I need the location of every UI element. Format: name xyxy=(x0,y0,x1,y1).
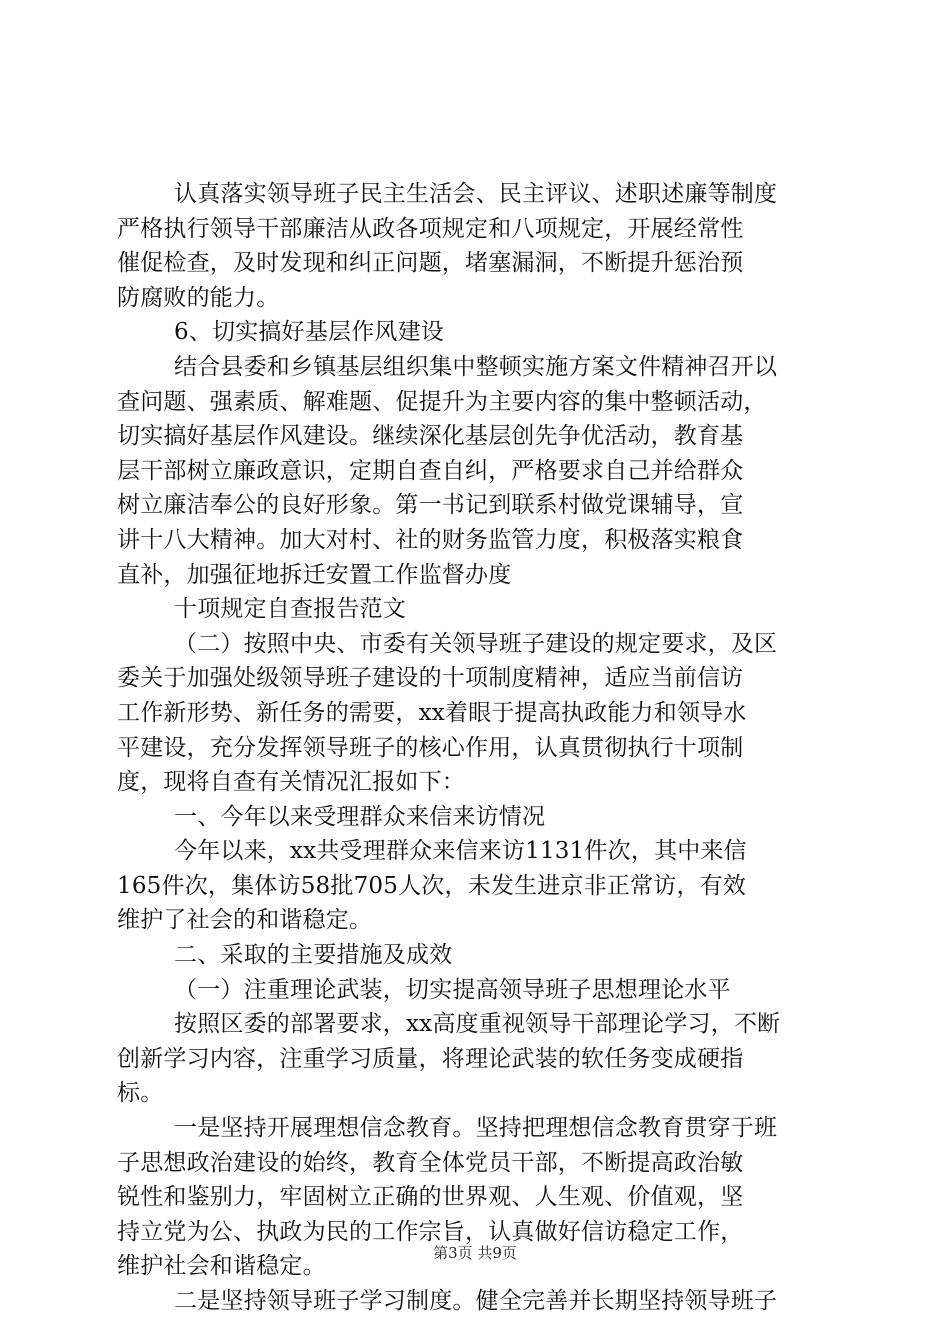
text-line: 平建设，充分发挥领导班子的核心作用，认真贯彻执行十项制 xyxy=(117,734,744,761)
text-line: 严格执行领导干部廉洁从政各项规定和八项规定，开展经常性 xyxy=(117,215,744,242)
text-line: 按照区委的部署要求，xx高度重视领导干部理论学习，不断 xyxy=(174,1011,781,1038)
text-line: （二）按照中央、市委有关领导班子建设的规定要求，及区 xyxy=(174,630,778,657)
text-line: 标。 xyxy=(117,1080,164,1107)
text-line: 委关于加强处级领导班子建设的十项制度精神，适应当前信访 xyxy=(117,665,744,692)
text-line: 讲十八大精神。加大对村、社的财务监管力度，积极落实粮食 xyxy=(117,526,744,553)
text-line: 催促检查，及时发现和纠正问题，堵塞漏洞，不断提升惩治预 xyxy=(117,250,744,277)
text-line: 创新学习内容，注重学习质量，将理论武装的软任务变成硬指 xyxy=(117,1045,744,1072)
text-line: 防腐败的能力。 xyxy=(117,284,280,311)
text-line: 锐性和鉴别力，牢固树立正确的世界观、人生观、价值观，坚 xyxy=(117,1184,744,1211)
text-line: 二、采取的主要措施及成效 xyxy=(174,942,453,969)
text-line: 层干部树立廉政意识，定期自查自纠，严格要求自己并给群众 xyxy=(117,457,744,484)
text-line: 直补，加强征地拆迁安置工作监督办度 xyxy=(117,561,512,588)
text-line: 查问题、强素质、解难题、促提升为主要内容的集中整顿活动， xyxy=(117,388,767,415)
text-line: 维护社会和谐稳定。 xyxy=(117,1253,326,1280)
text-line: 结合县委和乡镇基层组织集中整顿实施方案文件精神召开以 xyxy=(174,353,778,380)
text-line: 165件次，集体访58批705人次，未发生进京非正常访，有效 xyxy=(117,872,747,899)
text-line: 十项规定自查报告范文 xyxy=(174,596,406,623)
text-line: 持立党为公、执政为民的工作宗旨，认真做好信访稳定工作， xyxy=(117,1218,744,1245)
page-footer: 第3页 共9页 xyxy=(433,1244,517,1262)
text-line: 认真落实领导班子民主生活会、民主评议、述职述廉等制度 xyxy=(174,181,778,207)
text-line: 今年以来，xx共受理群众来信来访1131件次，其中来信 xyxy=(174,838,747,865)
text-line: 二是坚持领导班子学习制度。健全完善并长期坚持领导班子 xyxy=(174,1288,778,1314)
text-line: 6、切实搞好基层作风建设 xyxy=(174,319,445,346)
text-line: 工作新形势、新任务的需要，xx着眼于提高执政能力和领导水 xyxy=(117,699,747,726)
text-line: 维护了社会的和谐稳定。 xyxy=(117,907,373,934)
text-line: （一）注重理论武装，切实提高领导班子思想理论水平 xyxy=(174,976,731,1003)
document-body xyxy=(117,177,839,1319)
text-line: 度，现将自查有关情况汇报如下： xyxy=(117,769,465,796)
text-line: 子思想政治建设的始终，教育全体党员干部，不断提高政治敏 xyxy=(117,1149,744,1176)
text-line: 树立廉洁奉公的良好形象。第一书记到联系村做党课辅导，宣 xyxy=(117,492,744,519)
text-line: 一、今年以来受理群众来信来访情况 xyxy=(174,803,546,830)
text-line: 一是坚持开展理想信念教育。坚持把理想信念教育贯穿于班 xyxy=(174,1115,778,1142)
text-line: 切实搞好基层作风建设。继续深化基层创先争优活动，教育基 xyxy=(117,423,744,450)
